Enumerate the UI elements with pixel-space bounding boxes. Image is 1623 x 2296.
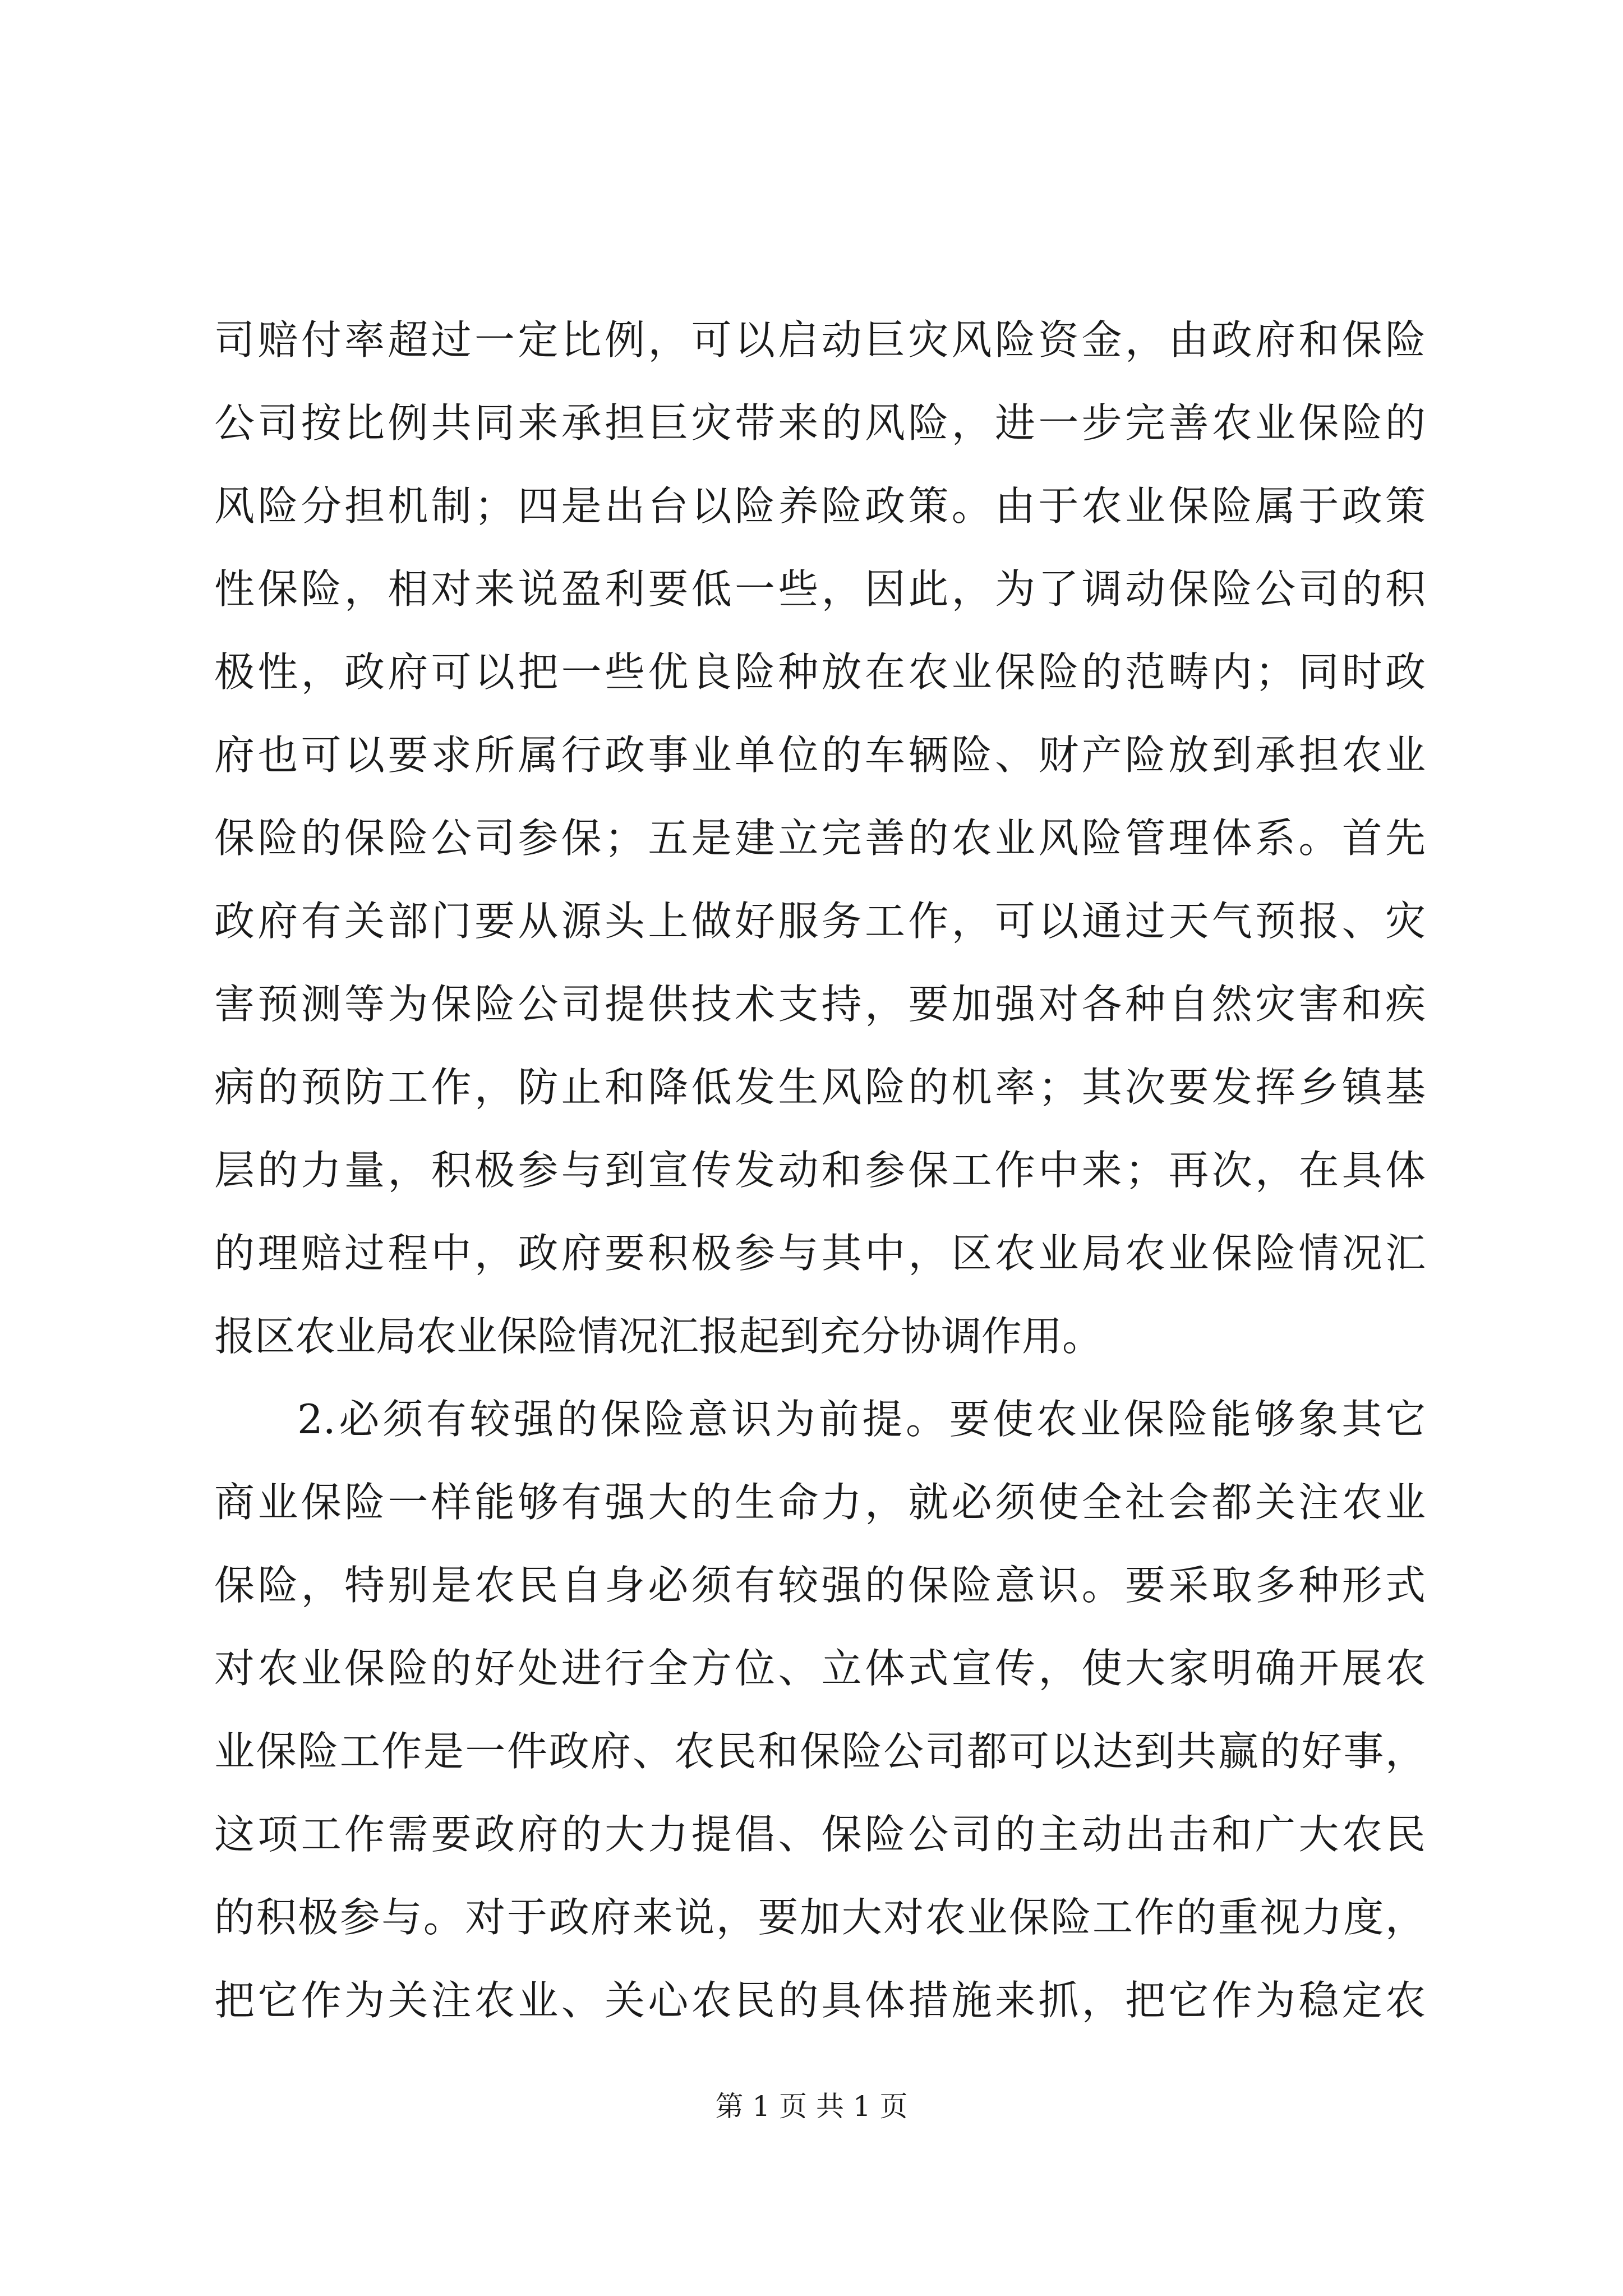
text-line: 风险分担机制；四是出台以险养险政策。由于农业保险属于政策 [214,482,1426,530]
text-line: 政府有关部门要从源头上做好服务工作，可以通过天气预报、灾 [214,898,1426,945]
text-line: 保险，特别是农民自身必须有较强的保险意识。要采取多种形式 [214,1562,1426,1609]
text-line: 府也可以要求所属行政事业单位的车辆险、财产险放到承担农业 [214,731,1426,779]
text-line: 害预测等为保险公司提供技术支持，要加强对各种自然灾害和疾 [214,981,1426,1028]
text-line: 病的预防工作，防止和降低发生风险的机率；其次要发挥乡镇基 [214,1064,1426,1111]
text-line: 极性，政府可以把一些优良险种放在农业保险的范畴内；同时政 [214,648,1426,696]
text-line: 业保险工作是一件政府、农民和保险公司都可以达到共赢的好事， [214,1728,1426,1775]
body-text [214,298,1426,2042]
text-line: 性保险，相对来说盈利要低一些，因此，为了调动保险公司的积 [214,565,1426,613]
text-line: 的积极参与。对于政府来说，要加大对农业保险工作的重视力度， [214,1894,1426,1941]
text-line: 公司按比例共同来承担巨灾带来的风险，进一步完善农业保险的 [214,399,1426,447]
text-line: 层的力量，积极参与到宣传发动和参保工作中来；再次，在具体 [214,1147,1426,1194]
page-number-footer: 第 1 页 共 1 页 [715,2090,908,2123]
text-line: 把它作为关注农业、关心农民的具体措施来抓，把它作为稳定农 [214,1977,1426,2024]
text-line: 这项工作需要政府的大力提倡、保险公司的主动出击和广大农民 [214,1811,1426,1858]
text-line: 报区农业局农业保险情况汇报起到充分协调作用。 [214,1313,1103,1360]
text-line: 司赔付率超过一定比例，可以启动巨灾风险资金，由政府和保险 [214,316,1426,364]
text-line: 对农业保险的好处进行全方位、立体式宣传，使大家明确开展农 [214,1645,1426,1692]
text-line: 商业保险一样能够有强大的生命力，就必须使全社会都关注农业 [214,1479,1426,1526]
text-line: 保险的保险公司参保；五是建立完善的农业风险管理体系。首先 [214,815,1426,862]
paragraph-first-line: 2.必须有较强的保险意识为前提。要使农业保险能够象其它 [297,1396,1426,1443]
text-line: 的理赔过程中，政府要积极参与其中，区农业局农业保险情况汇 [214,1230,1426,1277]
